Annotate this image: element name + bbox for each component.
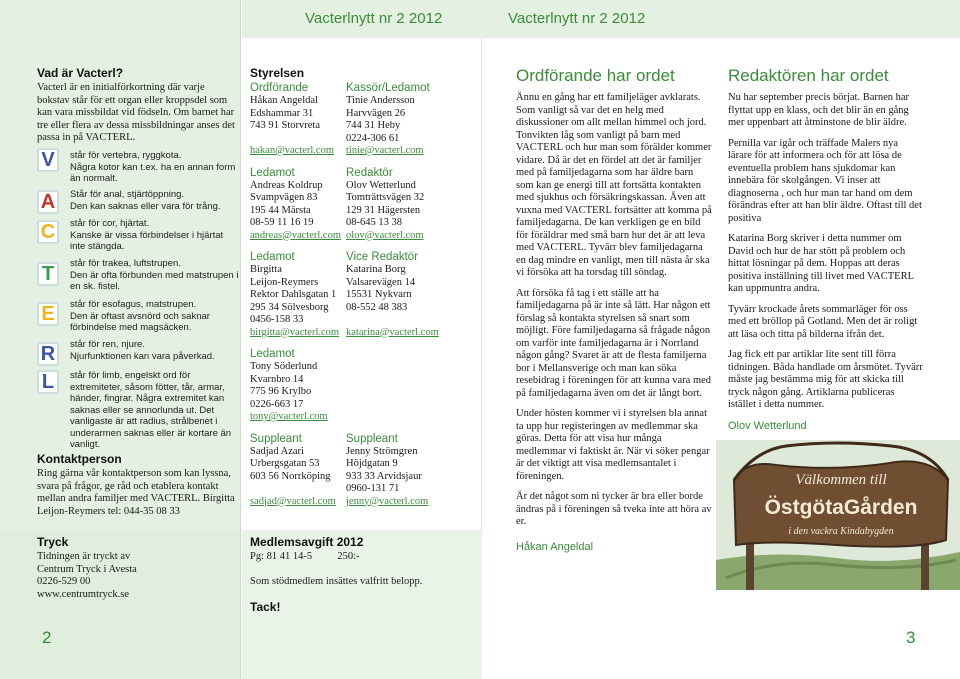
intro-section xyxy=(37,66,237,145)
ostgotagarden-sign-photo xyxy=(716,440,960,590)
board-member: Suppleant Jenny Strömgren Höjdgatan 9 933 33 Arvidsjaur 0960-131 71 jenny@vacterl.com xyxy=(346,432,474,509)
left-divider xyxy=(240,0,241,679)
styrelsen-heading: Styrelsen xyxy=(250,66,305,80)
board-role: Vice Redaktör xyxy=(346,251,419,263)
tryck-website-link[interactable]: www.centrumtryck.se xyxy=(37,588,130,600)
board-role: Suppleant xyxy=(346,432,398,445)
letter-a-icon: A xyxy=(37,190,59,214)
tryck-line: 0226-529 00 xyxy=(37,576,91,587)
contact-heading: Kontaktperson xyxy=(37,452,122,466)
board-role: Redaktör xyxy=(346,166,393,179)
header-title-left: Vacterlnytt nr 2 2012 xyxy=(305,10,443,27)
letter-r-icon: R xyxy=(37,342,59,366)
letter-a-desc: Står för anal, stjärtöppning. Den kan saknas eller vara för trång. xyxy=(70,189,221,212)
board-row xyxy=(250,166,475,243)
medlem-thanks: Tack! xyxy=(250,600,281,614)
styrelsen-section xyxy=(250,66,475,508)
email-link[interactable]: katarina@vacterl.com xyxy=(346,326,439,338)
board-row xyxy=(250,81,475,158)
tryck-line: Centrum Tryck i Avesta xyxy=(37,563,137,575)
board-row xyxy=(250,432,475,509)
board-role: Ledamot xyxy=(250,251,295,263)
board-member: Kassör/Ledamot Tinie Andersson Harvvägen 26 744 31 Heby 0224-306 61 tinie@vacterl.com xyxy=(346,81,474,158)
board-member: Ledamot Birgitta Leijon-Reymers Rektor Dahlsgatan 1 295 34 Sölvesborg 0456-158 33 birgitta@vacterl.com xyxy=(250,250,346,339)
redaktoren-paragraph: Pernilla var igår och träffade Malers nya lärare för att informera och för att lösa de eventuella problem hans sjukdomar kan innebära för skolgången. Vi inser att diagnoserna , och hur man tar hand om dem förändras efter att han blir äldre. Oftast till det positiva xyxy=(728,137,922,224)
board-member: Redaktör Olov Wetterlund Tomträttsvägen 32 129 31 Hägersten 08-645 13 38 olov@vacterl.com xyxy=(346,166,474,243)
ordforande-paragraph: Ännu en gång har ett familjeläger avklarats. Som vanligt så var det en helg med diskussioner om allt mellan himmel och jord. Tonvikten låg som vanligt på barn med VACTERL och hur man som förälder kommer vidare. Då är det en fördel att det är familjer med på familjedagarna som har äldre barn som kan ge energi till att fortsätta kontakten med sjukhus och försäkringskassan. Även att vuxna med VACTERL fortsätter att komma på familjedagarna. De kan verkligen ge en bild för föräldrar med små barn hur det är att leva med VACTERL. Tyvärr blev familjedagarna en dag mindre en vanligt, men till nästa år ska vi försöka att ha torsdag till söndag. xyxy=(516,92,712,278)
board-member: Suppleant Sadjad Azari Urbergsgatan 53 603 56 Norrköping sadjad@vacterl.com xyxy=(250,432,346,509)
letter-c-desc: står för cor, hjärtat. Kanske är vissa förbindelser i hjärtat inte stängda. xyxy=(70,218,224,252)
letter-r-desc: står för ren, njure. Njurfunktionen kan vara påverkad. xyxy=(70,339,215,362)
header-title-right: Vacterlnytt nr 2 2012 xyxy=(508,10,646,27)
board-role: Ordförande xyxy=(250,82,309,94)
letter-e-icon: E xyxy=(37,302,59,326)
page-number-right: 3 xyxy=(906,628,916,647)
ordforande-section xyxy=(516,66,712,553)
redaktoren-paragraph: Nu har september precis börjat. Barnen har flyttat upp en klass, och det blir än en gång mer uppenbart att åtminstone de blir äldre. xyxy=(728,92,910,128)
sign-line-3: i den vackra Kindabygden xyxy=(788,526,894,537)
letter-t-desc: står för trakea, luftstrupen. Den är ofta förbunden med matstrupen i en sk. fistel. xyxy=(70,258,239,292)
redaktoren-paragraph: Jag fick ett par artiklar lite sent till förra tidningen. Båda handlade om årsmötet. Tyvärr måste jag bestämma mig för att skicka till tryck någon gång. Artiklarna publiceras istället i detta nummer. xyxy=(728,349,923,410)
letter-e-desc: står för esofagus, matstrupen. Den är oftast avsnörd och saknar förbindelse med magsäcken. xyxy=(70,299,210,333)
board-member: Vice Redaktör Katarina Borg Valsarevägen 14 15531 Nykvarn 08-552 48 383 katarina@vacterl.com xyxy=(346,250,474,339)
redaktoren-paragraph: Katarina Borg skriver i detta nummer om David och hur de har stött på problem och hittat lösningar på dem. Hoppas att deras positiva inställning till livet med VACTERL kan uppmuntra andra. xyxy=(728,233,914,294)
tryck-line: Tidningen är tryckt av xyxy=(37,551,131,562)
ordforande-paragraph: Under hösten kommer vi i styrelsen bla annat ta upp hur registeringen av medlemmar ska göras. Detta för att visa hur många medlemmar vi faktiskt är. När vi söker pengar är det viktigt att visa medlemsantalet i föreningen. xyxy=(516,408,710,482)
contact-section xyxy=(37,452,237,518)
medlem-text: Som stödmedlem insättes valfritt belopp. xyxy=(250,575,423,587)
board-row xyxy=(250,347,475,424)
medlem-amount: 250:- xyxy=(337,551,360,562)
medlem-heading: Medlemsavgift 2012 xyxy=(250,535,364,549)
email-link[interactable]: andreas@vacterl.com xyxy=(250,229,341,241)
letter-v-desc: står för vertebra, ryggkota. Några kotor kan t.ex. ha en annan form än normalt. xyxy=(70,150,236,184)
letter-l-icon: L xyxy=(37,370,59,394)
redaktoren-heading: Redaktören har ordet xyxy=(728,66,889,85)
letter-c-icon: C xyxy=(37,220,59,244)
email-link[interactable]: sadjad@vacterl.com xyxy=(250,495,336,507)
board-member: Ledamot Andreas Koldrup Svampvägen 83 195 44 Märsta 08-59 11 16 19 andreas@vacterl.com xyxy=(250,166,346,243)
sign-line-1: Välkommen till xyxy=(795,472,887,488)
letter-l-desc: står för limb, engelskt ord för extremiteter, såsom fötter, tår, armar, händer, fingrar. Några extremitet kan saknas eller se annorlunda ut. Det vanligaste är att radius, strålbenet i underarmen saknas eller är kortare än vanligt. xyxy=(70,370,232,450)
board-member: Ledamot Tony Söderlund Kvarnbro 14 775 96 Krylbo 0226-663 17 tony@vacterl.com xyxy=(250,347,346,424)
email-link[interactable]: jenny@vacterl.com xyxy=(346,495,429,507)
ordforande-paragraph: Är det något som ni tycker är bra eller borde ändras på i föreningen så tveka inte att höra av er. xyxy=(516,491,712,527)
letter-v-icon: V xyxy=(37,148,59,172)
board-row xyxy=(250,250,475,339)
page-number-left: 2 xyxy=(42,628,52,647)
medlemsavgift-section xyxy=(250,535,470,614)
email-link[interactable]: olov@vacterl.com xyxy=(346,229,424,241)
ordforande-signature: Håkan Angeldal xyxy=(516,540,594,553)
board-role: Suppleant xyxy=(250,432,302,445)
board-role: Ledamot xyxy=(250,348,295,360)
tryck-heading: Tryck xyxy=(37,535,69,549)
email-link[interactable]: tinie@vacterl.com xyxy=(346,145,424,156)
redaktoren-section xyxy=(728,66,924,432)
board-role: Kassör/Ledamot xyxy=(346,82,430,94)
board-member: Ordförande Håkan Angeldal Edshammar 31 743 91 Storvreta hakan@vacterl.com xyxy=(250,81,346,158)
tryck-section xyxy=(37,535,237,601)
intro-text: Vacterl är en initialförkortning där varje bokstav står för ett organ eller kroppsdel som kan vara missbildat vid födseln. Om barnet har tre eller flera av dessa missbildningar anses det passa in på VACTERL. xyxy=(37,82,235,143)
ordforande-heading: Ordförande har ordet xyxy=(516,66,675,85)
sign-line-2: ÖstgötaGården xyxy=(764,496,918,519)
email-link[interactable]: tony@vacterl.com xyxy=(250,411,328,422)
email-link[interactable]: hakan@vacterl.com xyxy=(250,145,335,156)
letter-t-icon: T xyxy=(37,262,59,286)
intro-heading: Vad är Vacterl? xyxy=(37,66,124,80)
redaktoren-signature: Olov Wetterlund xyxy=(728,419,807,432)
contact-text: Ring gärna vår kontaktperson som kan lyssna, svara på frågor, ge råd och etablera kontakt mellan andra familjer med VACTERL. Birgitta Leijon-Reymers tel: 044-35 08 33 xyxy=(37,468,235,517)
ordforande-paragraph: Att försöka få tag i ett ställe att ha familjedagarna på är inte så lätt. Har någon ett förslag så kontakta styrelsen så snart som möjligt. Före familjedagarna så frågade någon om varför inte familjedagarna är i Norrland någon gång? Svaret är att de flesta familjerna bor i Mellansverige och man kan söka resebidrag i föreningen för att kunna vara med på familjedagarna även om det är långt bort. xyxy=(516,287,712,399)
redaktoren-paragraph: Tyvärr krockade årets sommarläger för oss med ett bröllop på Gotland. Men det är roligt att läsa och titta på bilderna ifrån det. xyxy=(728,303,918,340)
board-role: Ledamot xyxy=(250,166,295,179)
email-link[interactable]: birgitta@vacterl.com xyxy=(250,326,340,338)
medlem-pg: Pg: 81 41 14-5 xyxy=(250,551,313,562)
